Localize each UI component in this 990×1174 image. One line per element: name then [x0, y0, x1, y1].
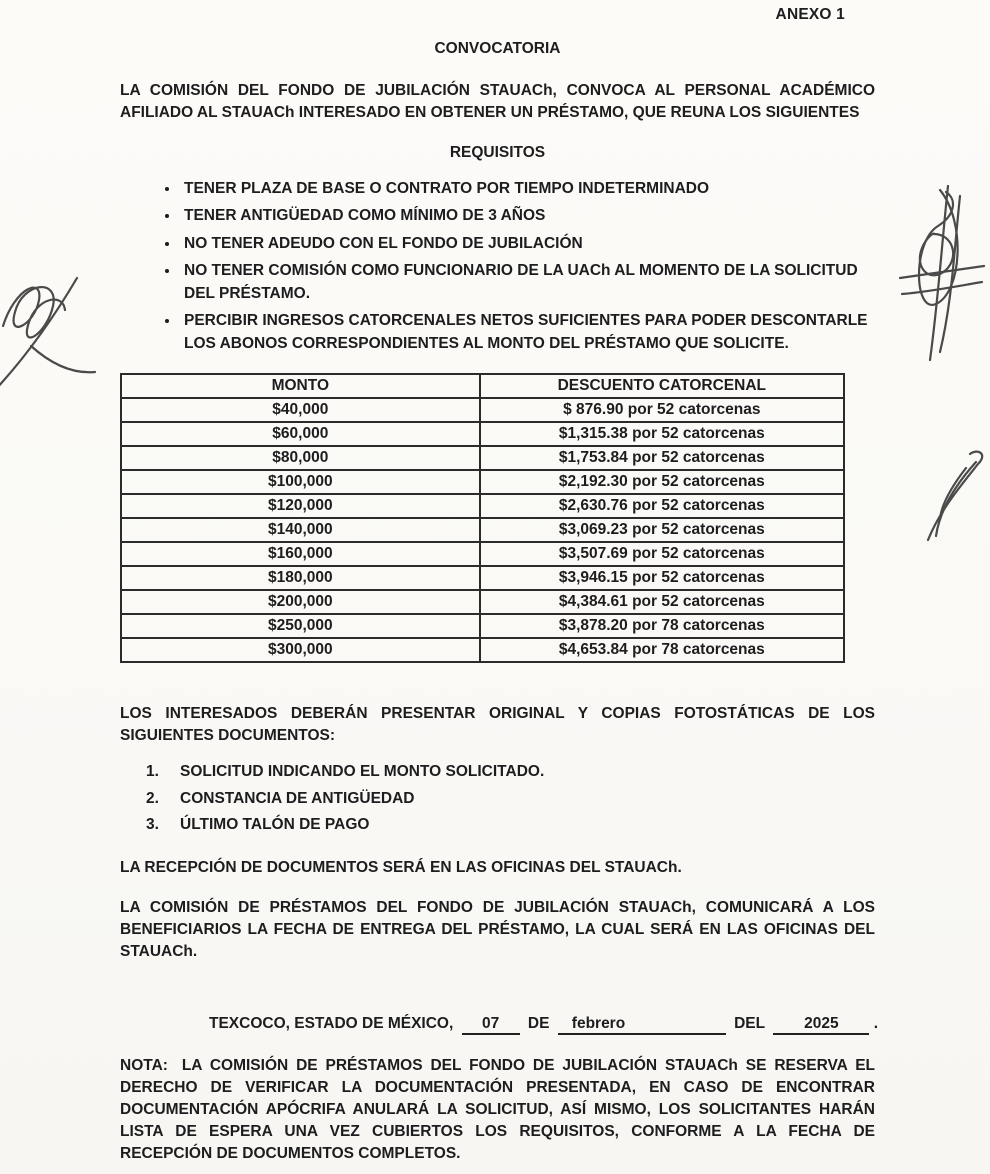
descuento-cell: $1,753.84 por 52 catorcenas	[480, 446, 844, 470]
documents-intro-paragraph: LOS INTERESADOS DEBERÁN PRESENTAR ORIGINAL Y COPIAS FOTOSTÁTICAS DE LOS SIGUIENTES DOCUMENTOS:	[120, 705, 875, 745]
item-number: 1.	[146, 763, 159, 781]
monto-cell: $140,000	[121, 518, 480, 542]
descuento-cell: $1,315.38 por 52 catorcenas	[480, 422, 844, 446]
document-item	[146, 814, 875, 836]
annex-label: ANEXO 1	[775, 6, 845, 23]
monto-cell: $40,000	[121, 398, 480, 422]
descuento-cell: $3,069.23 por 52 catorcenas	[480, 518, 844, 542]
table-row	[121, 398, 844, 422]
requirements-heading: REQUISITOS	[449, 144, 546, 161]
descuento-cell: $4,653.84 por 78 catorcenas	[480, 638, 844, 662]
document-title: CONVOCATORIA	[434, 40, 561, 57]
document-item	[146, 761, 875, 783]
monto-cell: $100,000	[121, 470, 480, 494]
table-row	[121, 470, 844, 494]
requirement-item: • TENER ANTIGÜEDAD COMO MÍNIMO DE 3 AÑOS	[180, 205, 875, 227]
item-text: CONSTANCIA DE ANTIGÜEDAD	[180, 789, 415, 807]
monto-cell: $60,000	[121, 422, 480, 446]
requirements-list	[120, 178, 875, 355]
documents-list	[120, 761, 875, 836]
table-row	[121, 638, 844, 662]
column-header-monto: MONTO	[121, 374, 480, 398]
date-del-label: DEL	[734, 1014, 766, 1032]
date-month-field: febrero	[558, 1015, 726, 1035]
nota-label: NOTA:	[120, 1056, 168, 1074]
table-row	[121, 614, 844, 638]
date-prefix: TEXCOCO, ESTADO DE MÉXICO,	[209, 1014, 454, 1032]
descuento-cell: $3,507.69 por 52 catorcenas	[480, 542, 844, 566]
nota-text: LA COMISIÓN DE PRÉSTAMOS DEL FONDO DE JUBILACIÓN STAUACh SE RESERVA EL DERECHO DE VERIFICAR LA DOCUMENTACIÓN PRESENTADA, EN CASO DE ENCONTRAR DOCUMENTACIÓN APÓCRIFA ANULARÁ LA SOLICITUD, ASÍ MISMO, LOS SOLICITANTES HARÁN LISTA DE ESPERA UNA VEZ CUBIERTOS LOS REQUISITOS, CONFORME A LA FECHA DE RECEPCIÓN DE DOCUMENTOS COMPLETOS.	[120, 1056, 875, 1162]
table-row	[121, 494, 844, 518]
table-row	[121, 422, 844, 446]
descuento-cell: $2,192.30 por 52 catorcenas	[480, 470, 844, 494]
intro-paragraph: LA COMISIÓN DEL FONDO DE JUBILACIÓN STAUACh, CONVOCA AL PERSONAL ACADÉMICO AFILIADO AL STAUACh INTERESADO EN OBTENER UN PRÉSTAMO, QUE REUNA LOS SIGUIENTES	[120, 82, 875, 121]
item-text: ÚLTIMO TALÓN DE PAGO	[180, 816, 370, 834]
descuento-cell: $2,630.76 por 52 catorcenas	[480, 494, 844, 518]
monto-cell: $250,000	[121, 614, 480, 638]
monto-cell: $160,000	[121, 542, 480, 566]
descuento-cell: $3,878.20 por 78 catorcenas	[480, 614, 844, 638]
table-row	[121, 566, 844, 590]
table-row	[121, 446, 844, 470]
reception-paragraph: LA RECEPCIÓN DE DOCUMENTOS SERÁ EN LAS OFICINAS DEL STAUACh.	[120, 858, 682, 876]
monto-cell: $300,000	[121, 638, 480, 662]
item-number: 3.	[146, 816, 159, 834]
monto-cell: $180,000	[121, 566, 480, 590]
item-text: SOLICITUD INDICANDO EL MONTO SOLICITADO.	[180, 763, 545, 781]
table-row	[121, 542, 844, 566]
requirement-item: • NO TENER ADEUDO CON EL FONDO DE JUBILACIÓN	[180, 233, 875, 255]
requirement-item: • NO TENER COMISIÓN COMO FUNCIONARIO DE LA UACh AL MOMENTO DE LA SOLICITUD DEL PRÉSTAMO.	[180, 260, 875, 305]
document-item	[146, 788, 875, 810]
nota-paragraph	[120, 1055, 875, 1165]
monto-cell: $200,000	[121, 590, 480, 614]
table-row	[121, 518, 844, 542]
table-header-row	[121, 374, 844, 398]
monto-cell: $120,000	[121, 494, 480, 518]
monto-cell: $80,000	[121, 446, 480, 470]
date-day-field: 07	[462, 1015, 520, 1035]
loan-amounts-table	[120, 373, 845, 663]
delivery-paragraph: LA COMISIÓN DE PRÉSTAMOS DEL FONDO DE JUBILACIÓN STAUACh, COMUNICARÁ A LOS BENEFICIARIOS LA FECHA DE ENTREGA DEL PRÉSTAMO, LA CUAL SERÁ EN LAS OFICINAS DEL STAUACh.	[120, 898, 875, 960]
date-year-field: 2025	[773, 1015, 869, 1035]
descuento-cell: $4,384.61 por 52 catorcenas	[480, 590, 844, 614]
requirement-item: • TENER PLAZA DE BASE O CONTRATO POR TIEMPO INDETERMINADO	[180, 178, 875, 200]
date-line	[120, 1014, 879, 1035]
column-header-descuento: DESCUENTO CATORCENAL	[480, 374, 844, 398]
descuento-cell: $ 876.90 por 52 catorcenas	[480, 398, 844, 422]
item-number: 2.	[146, 789, 159, 807]
table-row	[121, 590, 844, 614]
requirement-item: • PERCIBIR INGRESOS CATORCENALES NETOS SUFICIENTES PARA PODER DESCONTARLE LOS ABONOS CORRESPONDIENTES AL MONTO DEL PRÉSTAMO QUE SOLICITE.	[180, 310, 875, 355]
descuento-cell: $3,946.15 por 52 catorcenas	[480, 566, 844, 590]
date-de-label: DE	[527, 1014, 550, 1032]
date-period: .	[873, 1014, 879, 1032]
